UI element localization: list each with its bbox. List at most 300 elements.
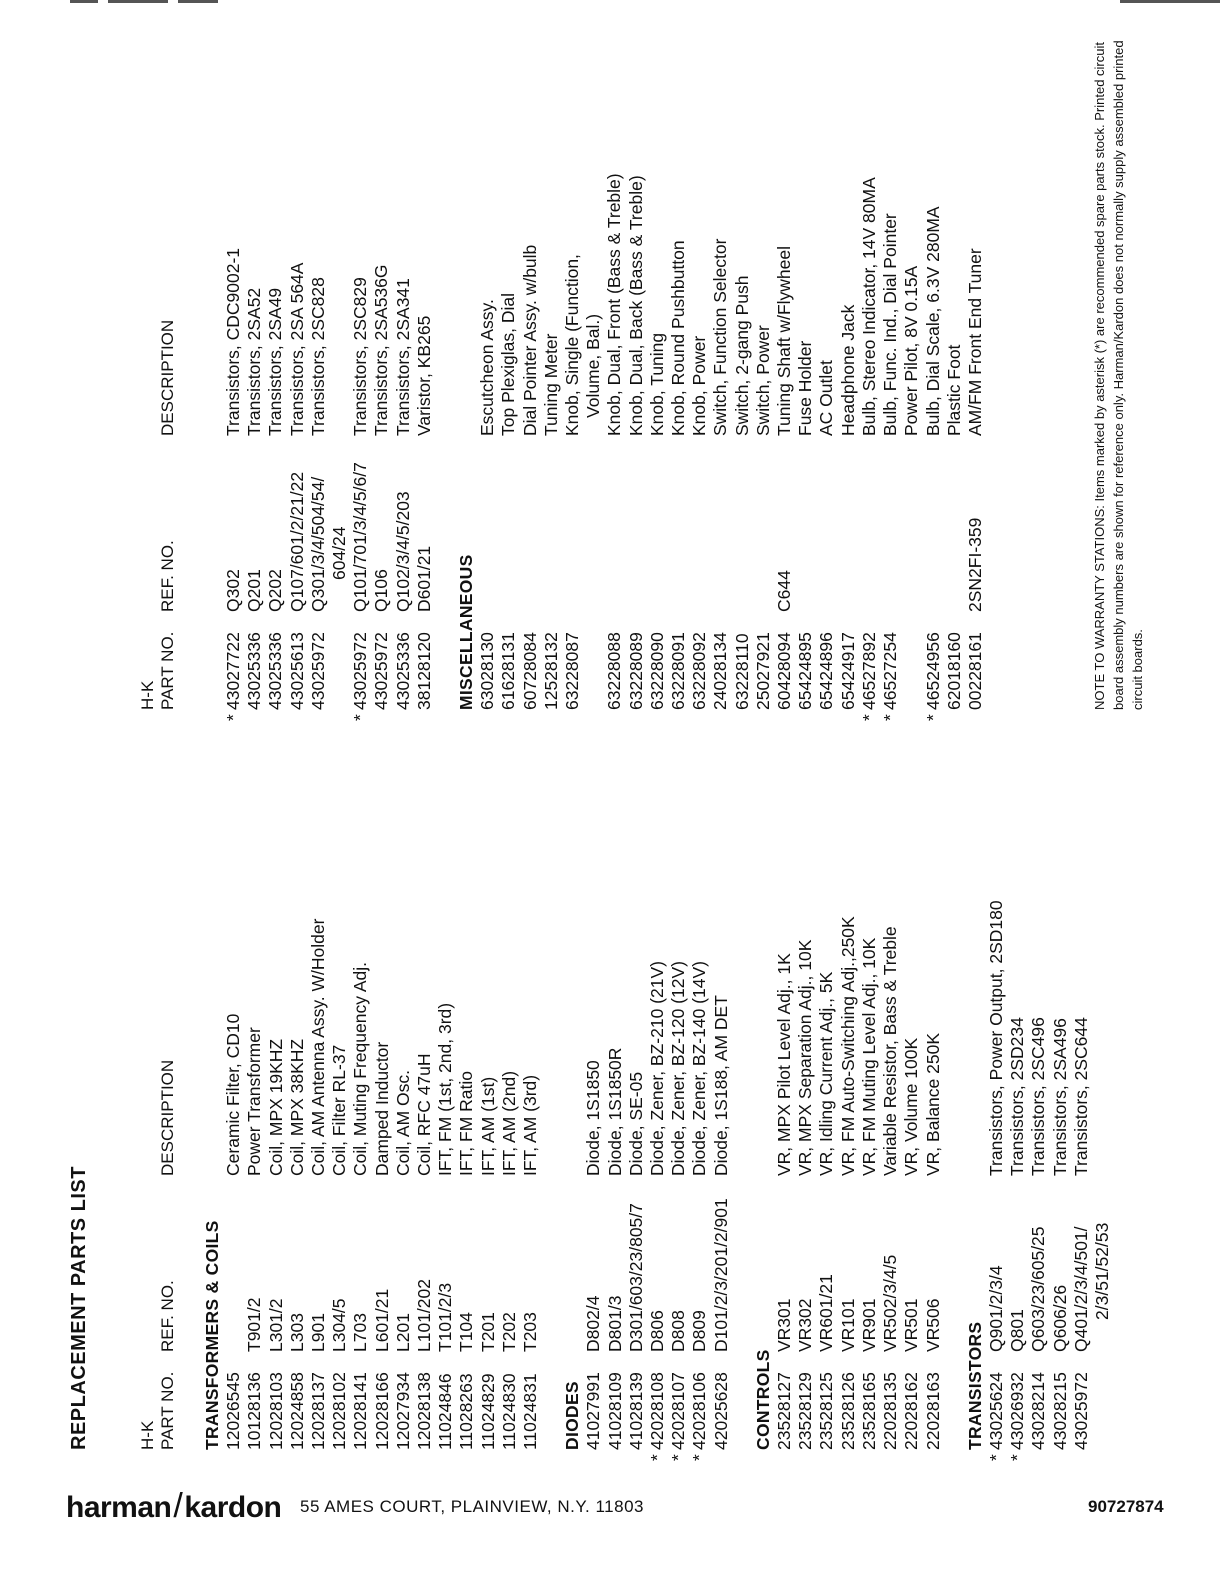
ref-number: Q606/26 (1049, 1284, 1070, 1352)
part-description: VR, MPX Separation Adj., 10K (795, 939, 816, 1176)
parts-row (393, 0, 414, 710)
part-description: Knob, Dual, Front (Bass & Treble) (604, 173, 625, 436)
part-description: Knob, Dual, Back (Bass & Treble) (625, 175, 646, 436)
document-title: REPLACEMENT PARTS LIST (68, 1166, 90, 1450)
parts-row (266, 736, 287, 1450)
parts-row (541, 0, 562, 710)
parts-row (287, 0, 308, 710)
spare-asterisk: * (985, 1454, 1006, 1461)
part-description: Bulb, Stereo Indicator, 14V 80MA (858, 177, 879, 436)
parts-row (626, 0, 647, 710)
scan-mark (70, 0, 98, 3)
part-description: Fuse Holder (795, 340, 816, 436)
ref-number (647, 436, 668, 612)
ref-number: Q202 (265, 569, 286, 612)
ref-number: T201 (477, 1312, 498, 1352)
description-header: DESCRIPTION (158, 1059, 177, 1176)
part-description: Diode, SE-05 (625, 1071, 646, 1176)
ref-number (541, 436, 562, 612)
part-number: 65424895 (795, 632, 816, 710)
parts-row (795, 736, 816, 1450)
ref-number: Q101/701/3/4/5/6/7 (350, 462, 371, 612)
ref-number: D809 (689, 1310, 710, 1352)
parts-row (265, 0, 286, 710)
spare-asterisk: * (1007, 1454, 1028, 1461)
part-number: * 46527254 (880, 632, 901, 721)
right-parts-column (138, 0, 986, 721)
parts-row (287, 736, 308, 1450)
ref-number: D808 (668, 1310, 689, 1352)
part-number: 65424896 (816, 632, 837, 710)
part-description: Varistor, KB265 (413, 315, 434, 436)
brand-logo: harman/kardon (66, 1487, 282, 1525)
parts-row (816, 0, 837, 710)
spare-asterisk: * (668, 1454, 689, 1461)
ref-number: T101/2/3 (435, 1282, 456, 1352)
transformers-rows (223, 736, 541, 1450)
ref-number: D806 (647, 1310, 668, 1352)
part-description: AC Outlet (816, 360, 837, 436)
ref-number: 2SN2FI-359 (964, 517, 985, 612)
part-description: Diode, Zener, BZ-120 (12V) (668, 961, 689, 1176)
ref-number: Q801 (1007, 1309, 1028, 1352)
part-number: 11024846 (435, 1373, 456, 1450)
ref-number (477, 436, 498, 612)
spare-asterisk: * (858, 714, 879, 721)
ref-number: VR502/3/4/5 (880, 1254, 901, 1352)
part-description: Coil, AM Antenna Assy. W/Holder (308, 918, 329, 1176)
ref-number: VR601/21 (816, 1274, 837, 1352)
transistors-rows (985, 736, 1113, 1461)
part-number: 25027921 (752, 632, 773, 710)
part-description: IFT, AM (1st) (477, 1076, 498, 1176)
part-description: Switch, Power (752, 325, 773, 436)
ref-number: D801/3 (604, 1295, 625, 1352)
part-description: Transistors, 2SA 564A (286, 262, 307, 436)
part-number: 12028102 (329, 1372, 350, 1450)
part-number: 60728084 (519, 632, 540, 710)
ref-number: D101/2/3/201/2/901 (710, 1198, 731, 1352)
part-number: 41028139 (625, 1372, 646, 1450)
ref-number: Q901/2/3/4 (985, 1265, 1006, 1352)
part-description: Ceramic Filter, CD10 (223, 1013, 244, 1176)
part-number: 12528132 (540, 632, 561, 710)
spare-asterisk: * (880, 714, 901, 721)
part-description: Knob, Tuning (646, 332, 667, 436)
part-number: 43025336 (265, 632, 286, 710)
part-number: 43025972 (307, 632, 328, 710)
part-description: Transistors, 2SA536G (371, 264, 392, 436)
part-description: Diode, 1S1850R (604, 1047, 625, 1176)
part-number: 12028141 (350, 1372, 371, 1450)
ref-number: T104 (456, 1312, 477, 1352)
parts-row (605, 736, 626, 1450)
part-number: 23528125 (816, 1372, 837, 1450)
parts-row (838, 736, 859, 1450)
ref-number: Q201 (244, 569, 265, 612)
part-description: Transistors, Power Output, 2SD180 (985, 900, 1006, 1176)
part-number: 23528129 (795, 1372, 816, 1450)
parts-row (350, 736, 371, 1450)
ref-number: VR501 (901, 1298, 922, 1352)
part-number: * 42028108 (647, 1372, 668, 1461)
transistors-cont-rows (223, 0, 435, 721)
part-number: * 43027722 (223, 632, 243, 721)
part-number: 22028163 (922, 1372, 943, 1450)
parts-row (647, 736, 668, 1461)
part-number: 12028138 (414, 1372, 435, 1450)
spare-asterisk: * (689, 1454, 710, 1461)
part-description: Bulb, Dial Scale, 6.3V 280MA (922, 206, 943, 436)
part-description: Transistors, 2SC829 (350, 277, 371, 436)
ref-number: VR901 (858, 1298, 879, 1352)
ref-no-header: REF. NO. (158, 540, 177, 612)
part-description: Transistors, 2SA49 (265, 287, 286, 436)
part-description: Transistors, 2SA52 (244, 287, 265, 436)
part-number: 63228110 (731, 633, 752, 710)
ref-number: D301/603/23/805/7 (625, 1203, 646, 1352)
ref-number (223, 1176, 244, 1352)
part-number: 43025972 (1070, 1372, 1091, 1450)
ref-number: Q102/3/4/5/203 (392, 491, 413, 612)
part-number: 63228088 (604, 632, 625, 710)
ref-number: L304/5 (329, 1298, 350, 1352)
ref-number (901, 436, 922, 612)
ref-number: L901 (308, 1313, 329, 1352)
part-description: Coil, AM Osc. (392, 1070, 413, 1176)
part-number: 12028166 (371, 1372, 392, 1450)
part-description: Diode, Zener, BZ-210 (21V) (647, 961, 668, 1176)
part-description: Power Transformer (244, 1027, 265, 1176)
ref-number: T203 (520, 1312, 541, 1352)
parts-row (774, 736, 795, 1450)
document-number: 90727874 (1088, 1497, 1164, 1516)
spare-asterisk: * (223, 714, 243, 721)
part-number: 24028134 (710, 632, 731, 710)
ref-number: L703 (350, 1313, 371, 1352)
parts-row (922, 0, 944, 721)
hk-header: H-K (138, 1420, 157, 1450)
part-description: VR, FM Muting Level Adj., 10K (858, 937, 879, 1176)
parts-row (689, 0, 710, 710)
left-parts-column (138, 736, 1113, 1461)
part-number: * 43025624 (985, 1372, 1006, 1461)
part-description: Switch, 2-gang Push (731, 275, 752, 436)
ref-number: VR101 (837, 1298, 858, 1352)
part-number: 63228087 (562, 632, 583, 710)
parts-row (499, 736, 520, 1450)
part-number: 41027991 (583, 1372, 604, 1450)
parts-row (668, 0, 689, 710)
spare-asterisk: * (350, 714, 371, 721)
ref-number (838, 436, 859, 612)
part-number (901, 612, 922, 710)
ref-number (859, 436, 880, 612)
part-number: 11028263 (456, 1373, 477, 1450)
part-description: Plastic Foot (943, 344, 964, 436)
part-description: IFT, AM (3rd) (520, 1074, 541, 1176)
part-description: Dial Pointer Assy. w/bulb (519, 244, 540, 436)
part-description: Coil, MPX 19KHZ (265, 1038, 286, 1176)
ref-number: Q301/3/4/504/54/ 604/24 (307, 476, 350, 612)
ref-number: Q401/2/3/4/501/ 2/3/51/52/53 (1070, 1222, 1112, 1352)
parts-row (520, 0, 541, 710)
part-number: 11024831 (520, 1373, 541, 1450)
column-headers (138, 736, 178, 1450)
misc-rows (477, 0, 986, 721)
section-title-controls: CONTROLS (752, 1349, 773, 1450)
part-description: Headphone Jack (837, 304, 858, 436)
part-number: * 46524956 (922, 632, 943, 721)
ref-number (944, 436, 965, 612)
parts-row (838, 0, 859, 710)
part-number: * 46527892 (858, 632, 879, 721)
part-number: 38128120 (413, 632, 434, 710)
part-number: 23528165 (858, 1372, 879, 1450)
parts-row (562, 0, 604, 710)
part-description: IFT, FM (1st, 2nd, 3rd) (435, 1002, 456, 1176)
part-description: Transistors, CDC9002-1 (223, 247, 243, 436)
ref-number: L201 (392, 1313, 413, 1352)
ref-number: Q603/23/605/25 (1028, 1226, 1049, 1352)
part-number: * 42028106 (689, 1372, 710, 1461)
parts-row (393, 736, 414, 1450)
part-number: 23528127 (774, 1372, 795, 1450)
parts-row (901, 736, 922, 1450)
controls-rows (774, 736, 944, 1450)
parts-row (985, 736, 1007, 1461)
part-number: * 43025972 (350, 632, 371, 721)
ref-number: Q106 (371, 569, 392, 612)
parts-row (414, 0, 435, 710)
part-number: 63228089 (625, 632, 646, 710)
parts-row (668, 736, 689, 1461)
part-number: 12024858 (286, 1372, 307, 1450)
part-number: 10128136 (244, 1372, 265, 1450)
ref-number (732, 436, 753, 612)
part-number: 63228091 (668, 632, 689, 710)
part-description: Power Pilot, 8V 0.15A (901, 265, 922, 436)
parts-row (795, 0, 816, 710)
ref-number (562, 436, 604, 612)
ref-number (753, 436, 774, 612)
ref-number: L101/202 (414, 1279, 435, 1352)
part-description: Transistors, 2SA341 (392, 278, 413, 436)
part-number: 41028109 (604, 1372, 625, 1450)
ref-number: VR506 (922, 1298, 943, 1352)
parts-row (244, 0, 265, 710)
ref-number (520, 436, 541, 612)
spare-asterisk: * (647, 1454, 668, 1461)
parts-row (520, 736, 541, 1450)
ref-number: L301/2 (265, 1298, 286, 1352)
part-description: Coil, Muting Frequency Adj. (350, 962, 371, 1176)
ref-number: C644 (774, 570, 795, 612)
part-number: 43025336 (244, 632, 265, 710)
parts-row (880, 0, 901, 721)
column-headers (138, 0, 178, 710)
part-number: 63228090 (646, 632, 667, 710)
parts-row (223, 736, 244, 1450)
part-description: AM/FM Front End Tuner (964, 248, 985, 436)
parts-row (710, 0, 731, 710)
part-description: Transistors, 2SA496 (1049, 1018, 1070, 1176)
description-header: DESCRIPTION (158, 319, 177, 436)
parts-row (477, 0, 498, 710)
ref-number (498, 436, 519, 612)
part-number: 11024830 (498, 1373, 519, 1450)
warranty-note: NOTE TO WARRANTY STATIONS: Items marked by asterisk (*) are recommended spare parts stock. Printed circuit board assembly numbers are shown for reference only. Harman/Kardon does not normally supply assembled printed circuit boards. (1092, 40, 1145, 710)
ref-number: VR302 (795, 1298, 816, 1352)
parts-row (583, 736, 604, 1450)
part-number: 43028214 (1028, 1372, 1049, 1450)
parts-row (498, 0, 519, 710)
parts-row (859, 736, 880, 1450)
parts-row (816, 736, 837, 1450)
part-number: 00228161 (964, 632, 985, 710)
parts-row (689, 736, 710, 1461)
part-description: Coil, RFC 47uH (414, 1053, 435, 1176)
part-description: Coil, MPX 38KHZ (286, 1038, 307, 1176)
section-title-diodes: DIODES (562, 1381, 583, 1450)
part-description: Diode, 1S188, AM DET (710, 995, 731, 1176)
ref-number: T901/2 (244, 1297, 265, 1352)
parts-row (626, 736, 647, 1450)
part-number: 42025628 (710, 1372, 731, 1450)
parts-row (308, 0, 350, 710)
part-number: 12028103 (265, 1372, 286, 1450)
part-number: 60428094 (774, 632, 795, 710)
part-description: VR, Idling Current Adj., 5K (816, 971, 837, 1176)
part-number: 65424917 (837, 632, 858, 710)
part-description: Diode, Zener, BZ-140 (14V) (689, 961, 710, 1176)
ref-number: D601/21 (413, 545, 434, 612)
part-description: Transistors, 2SC828 (307, 277, 328, 436)
part-number: 12028137 (308, 1372, 329, 1450)
section-title-transformers: TRANSFORMERS & COILS (202, 1220, 222, 1450)
parts-row (753, 0, 774, 710)
part-number: 61628131 (498, 632, 519, 710)
part-number: 62018160 (943, 632, 964, 710)
ref-number (668, 436, 689, 612)
parts-row (711, 736, 732, 1450)
parts-row (732, 0, 753, 710)
parts-row (647, 0, 668, 710)
part-number: 22028135 (880, 1372, 901, 1450)
part-description: Tuning Meter (540, 333, 561, 436)
parts-row (944, 0, 965, 710)
parts-row (923, 736, 944, 1450)
parts-row (1028, 736, 1049, 1450)
part-number: 43025613 (286, 632, 307, 710)
part-description: Knob, Power (689, 335, 710, 436)
ref-number: Q107/601/2/21/22 (286, 471, 307, 612)
part-description: VR, MPX Pilot Level Adj., 1K (774, 953, 795, 1176)
section-title-transistors: TRANSISTORS (964, 1321, 985, 1450)
part-description: Bulb, Func. Ind., Dial Pointer (880, 213, 901, 436)
part-description: Coil, Filter RL-37 (329, 1044, 350, 1176)
part-description: Damped Inductor (371, 1041, 392, 1176)
part-number: 63028130 (477, 632, 498, 710)
part-description: Transistors, 2SD234 (1007, 1017, 1028, 1176)
part-description: Knob, Single (Function, Volume, Bal.) (562, 254, 604, 436)
parts-row (350, 0, 371, 721)
part-description: VR, Volume 100K (901, 1037, 922, 1176)
part-description: Knob, Round Pushbutton (668, 240, 689, 436)
part-description: IFT, AM (2nd) (498, 1070, 519, 1176)
parts-row (456, 736, 477, 1450)
spare-asterisk: * (922, 714, 943, 721)
part-no-header: PART NO. (158, 631, 177, 710)
part-number: 12026545 (223, 1372, 244, 1450)
parts-row (371, 0, 392, 710)
parts-row (478, 736, 499, 1450)
part-description: Variable Resistor, Bass & Treble (880, 926, 901, 1176)
section-title-miscellaneous: MISCELLANEOUS (456, 554, 477, 710)
part-description: Transistors, 2SC496 (1028, 1017, 1049, 1176)
parts-row (604, 0, 625, 710)
part-description: Diode, 1S1850 (583, 1060, 604, 1176)
parts-row (414, 736, 435, 1450)
part-number: 12027934 (392, 1372, 413, 1450)
diodes-rows (583, 736, 731, 1461)
scan-mark (1120, 0, 1220, 3)
parts-row (901, 0, 922, 710)
part-description: IFT, FM Ratio (456, 1070, 477, 1176)
ref-number: L601/21 (371, 1288, 392, 1352)
parts-row (1050, 736, 1071, 1450)
part-number: 43025336 (392, 632, 413, 710)
parts-row (308, 736, 329, 1450)
part-number: 11024829 (477, 1373, 498, 1450)
ref-no-header: REF. NO. (158, 1280, 177, 1352)
part-description: VR, FM Auto-Switching Adj.,250K (837, 916, 858, 1176)
parts-row (1007, 736, 1028, 1461)
hk-header: H-K (138, 680, 157, 710)
ref-number (604, 436, 625, 612)
company-address: 55 AMES COURT, PLAINVIEW, N.Y. 11803 (300, 1497, 644, 1516)
ref-number: Q302 (223, 569, 243, 612)
part-number: 43028215 (1049, 1372, 1070, 1450)
part-number: * 43026932 (1007, 1372, 1028, 1461)
parts-row (880, 736, 901, 1450)
parts-row (1071, 736, 1113, 1450)
parts-row (223, 0, 244, 721)
ref-number (689, 436, 710, 612)
part-description: Tuning Shaft w/Flywheel (774, 246, 795, 436)
part-number: * 42028107 (668, 1372, 689, 1461)
ref-number: L303 (286, 1313, 307, 1352)
part-description: VR, Balance 250K (922, 1032, 943, 1176)
part-no-header: PART NO. (158, 1371, 177, 1450)
part-description: Escutcheon Assy. (477, 299, 498, 436)
part-description: Switch, Function Selector (710, 238, 731, 436)
parts-list-sheet (50, 20, 1150, 1461)
ref-number (880, 436, 901, 612)
part-number: 22028162 (901, 1372, 922, 1450)
parts-row (244, 736, 265, 1450)
parts-row (965, 0, 986, 710)
part-number: 63228092 (689, 632, 710, 710)
ref-number (816, 436, 837, 612)
parts-row (329, 736, 350, 1450)
part-number: 23528126 (837, 1372, 858, 1450)
parts-row (774, 0, 795, 710)
part-description: Transistors, 2SC644 (1070, 1017, 1091, 1176)
ref-number: T202 (498, 1312, 519, 1352)
ref-number (923, 436, 944, 612)
parts-row (372, 736, 393, 1450)
